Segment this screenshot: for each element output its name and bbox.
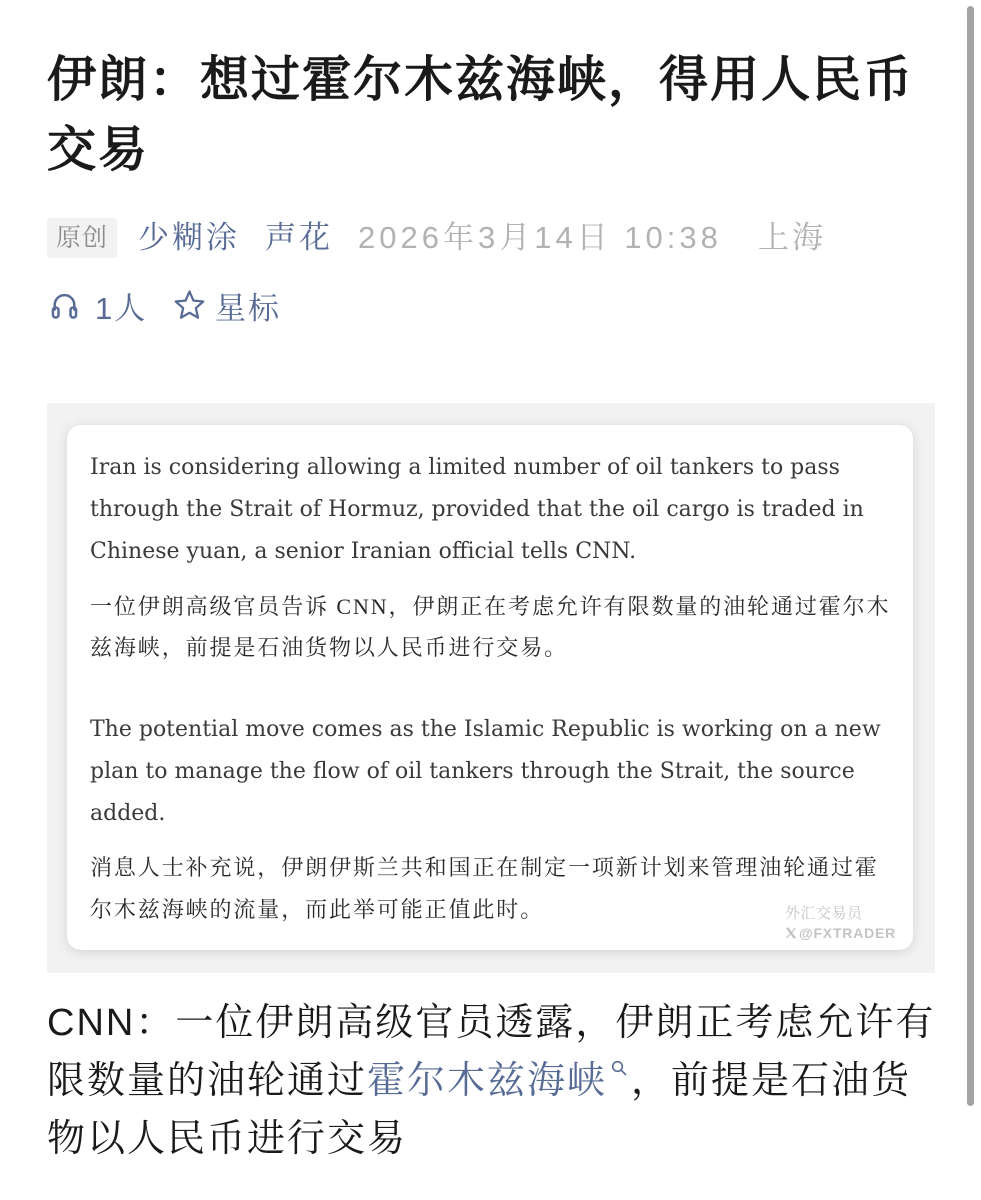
listen-button[interactable] xyxy=(49,285,147,325)
scrollbar-thumb[interactable] xyxy=(967,6,974,1106)
star-shape xyxy=(176,291,203,317)
paragraph-line xyxy=(47,1052,935,1110)
article-paragraph xyxy=(47,994,935,1168)
search-link-text[interactable]: 霍尔木兹海峡 xyxy=(367,1060,608,1102)
search-icon[interactable] xyxy=(611,1060,627,1076)
account-name-link[interactable]: 声花 xyxy=(265,220,333,255)
search-link[interactable] xyxy=(367,1060,631,1102)
article-image[interactable] xyxy=(47,403,935,973)
english-paragraph xyxy=(90,709,881,835)
headphones-icon xyxy=(49,290,80,321)
paragraph-text: ，前提是石油货 xyxy=(631,1060,912,1102)
english-paragraph xyxy=(90,447,864,573)
publish-location: 上海 xyxy=(758,220,826,255)
author-name[interactable]: 少糊涂 xyxy=(138,220,240,255)
watermark xyxy=(785,905,896,942)
chinese-paragraph xyxy=(90,847,879,931)
quote-line: through the Strait of Hormuz, provided that the oil cargo is traded in xyxy=(90,497,864,522)
quote-line: 尔木兹海峡的流量，而此举可能正值此时。 xyxy=(90,897,545,922)
article-title: 伊朗：想过霍尔木兹海峡，得用人民币交易 xyxy=(47,53,915,177)
watermark-name: 外汇交易员 xyxy=(785,905,863,922)
quote-line: added. xyxy=(90,801,166,826)
watermark-handle: @FXTRADER xyxy=(799,925,897,941)
x-logo-icon xyxy=(785,927,797,939)
listen-count: 1人 xyxy=(95,290,148,326)
watermark-handle-row xyxy=(785,924,896,942)
star-label: 星标 xyxy=(215,290,281,326)
quote-card xyxy=(67,425,913,950)
paragraph-line: 物以人民币进行交易 xyxy=(47,1118,408,1160)
quote-line: Iran is considering allowing a limited number of oil tankers to pass xyxy=(90,455,840,480)
paragraph-line: CNN：一位伊朗高级官员透露，伊朗正考虑允许有 xyxy=(47,1002,936,1044)
star-icon xyxy=(173,289,206,322)
quote-line: 一位伊朗高级官员告诉 CNN，伊朗正在考虑允许有限数量的油轮通过霍尔木 xyxy=(90,594,891,619)
original-badge: 原创 xyxy=(47,218,117,258)
publish-time: 2026年3月14日 10:38 xyxy=(358,220,722,255)
paragraph-text: 限数量的油轮通过 xyxy=(47,1060,368,1102)
quote-line: The potential move comes as the Islamic Republic is working on a new xyxy=(90,717,881,742)
quote-line: 消息人士补充说，伊朗伊斯兰共和国正在制定一项新计划来管理油轮通过霍 xyxy=(90,855,879,880)
chinese-paragraph xyxy=(90,586,890,668)
quote-line: plan to manage the flow of oil tankers through the Strait, the source xyxy=(90,759,855,784)
star-button[interactable] xyxy=(173,285,281,325)
quote-line: Chinese yuan, a senior Iranian official tells CNN. xyxy=(90,539,637,564)
search-icon-handle xyxy=(621,1070,625,1074)
quote-line: 兹海峡，前提是石油货物以人民币进行交易。 xyxy=(90,635,569,660)
